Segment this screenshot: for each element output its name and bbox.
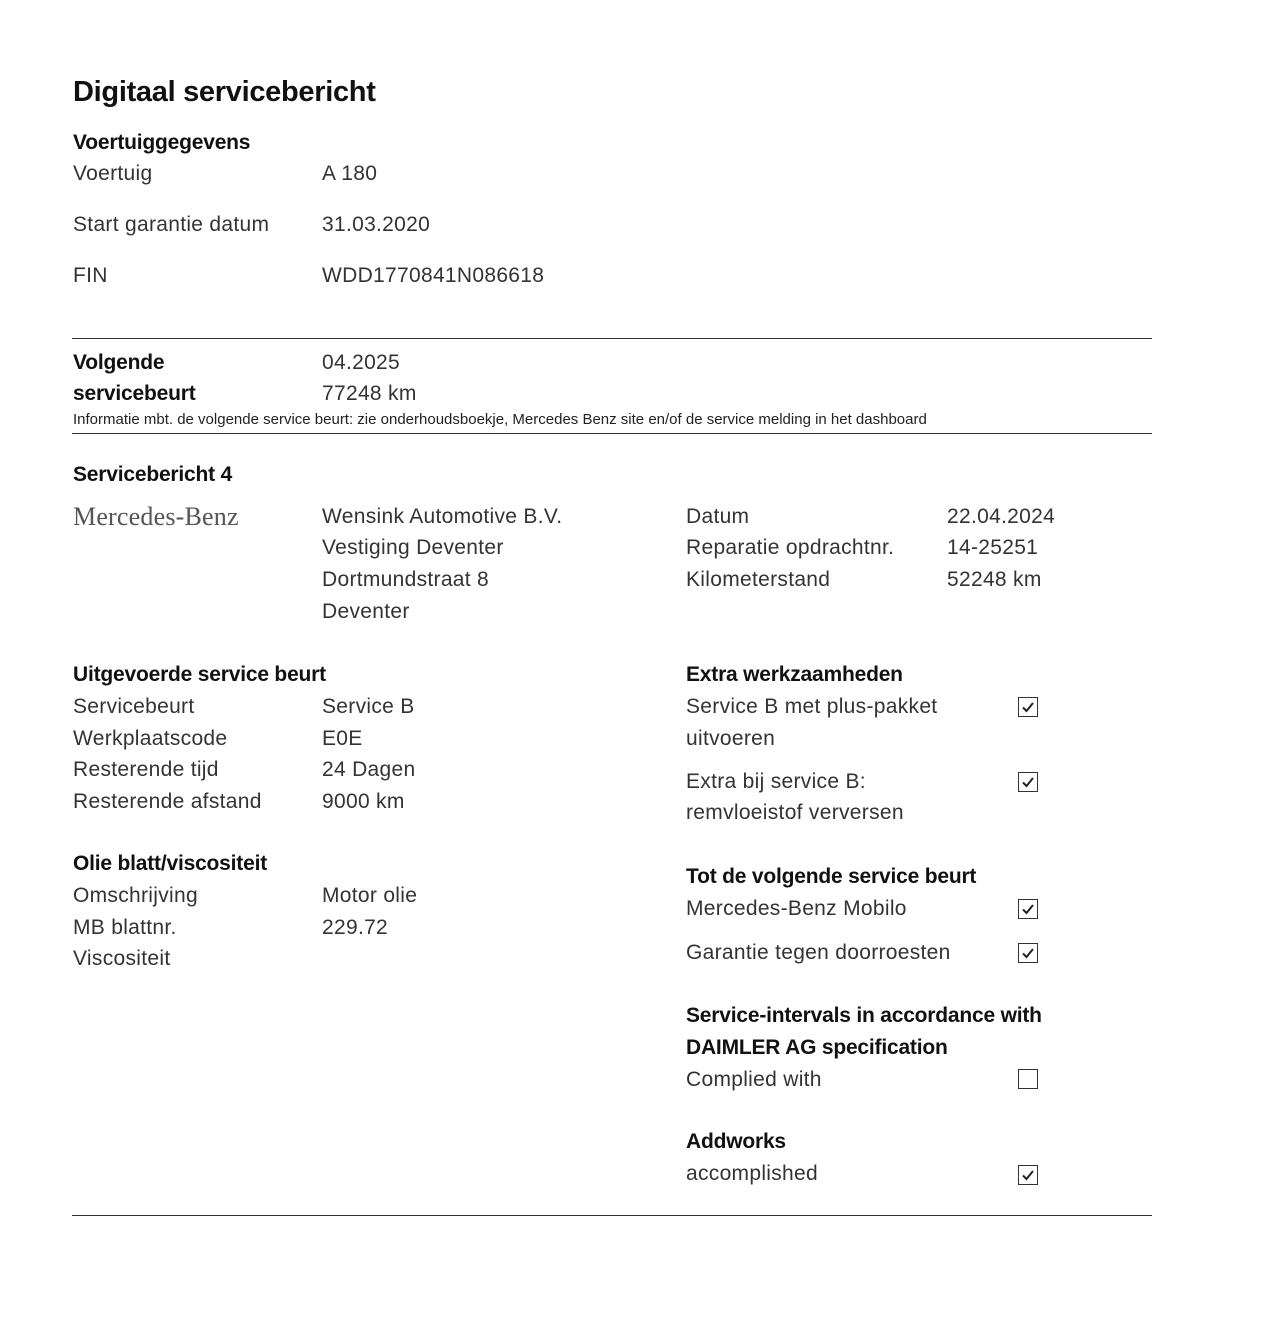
until-next-item-label: Garantie tegen doorroesten [686, 941, 951, 964]
performed-value: 24 Dagen [322, 758, 416, 781]
page-title: Digitaal servicebericht [73, 76, 376, 108]
mileage-label: Kilometerstand [686, 568, 831, 591]
oil-value: 229.72 [322, 916, 389, 939]
addworks-heading: Addworks [686, 1130, 786, 1153]
next-service-km: 77248 km [322, 382, 417, 405]
divider [72, 1215, 1152, 1216]
vehicle-value: A 180 [322, 162, 378, 185]
date-label: Datum [686, 505, 750, 528]
extra-work-item-line1: Service B met plus-pakket [686, 695, 938, 718]
performed-value: 9000 km [322, 790, 405, 813]
repair-order-value: 14-25251 [947, 536, 1039, 559]
dealer-name: Wensink Automotive B.V. [322, 505, 563, 528]
fin-value: WDD1770841N086618 [322, 264, 545, 287]
extra-work-item-line2: uitvoeren [686, 727, 776, 750]
service-report-heading: Servicebericht 4 [73, 463, 233, 486]
checkmark-icon [1020, 901, 1036, 917]
performed-label: Werkplaatscode [73, 727, 228, 750]
oil-heading: Olie blatt/viscositeit [73, 852, 267, 875]
repair-order-label: Reparatie opdrachtnr. [686, 536, 895, 559]
until-next-item-label: Mercedes-Benz Mobilo [686, 897, 907, 920]
oil-label: Omschrijving [73, 884, 198, 907]
next-service-heading-line2: servicebeurt [73, 382, 196, 405]
intervals-heading-line1: Service-intervals in accordance with [686, 1004, 1042, 1027]
oil-label: Viscositeit [73, 947, 171, 970]
intervals-item-label: Complied with [686, 1068, 822, 1091]
extra-work-item-line1: Extra bij service B: [686, 770, 866, 793]
mileage-value: 52248 km [947, 568, 1042, 591]
checkbox[interactable] [1018, 772, 1038, 792]
until-next-heading: Tot de volgende service beurt [686, 865, 977, 888]
checkbox[interactable] [1018, 899, 1038, 919]
dealer-city: Deventer [322, 600, 410, 623]
date-value: 22.04.2024 [947, 505, 1056, 528]
dealer-street: Dortmundstraat 8 [322, 568, 490, 591]
next-service-date: 04.2025 [322, 351, 401, 374]
divider [72, 433, 1152, 434]
performed-value: E0E [322, 727, 363, 750]
fin-label: FIN [73, 264, 108, 287]
warranty-start-value: 31.03.2020 [322, 213, 431, 236]
vehicle-label: Voertuig [73, 162, 153, 185]
checkmark-icon [1020, 1167, 1036, 1183]
vehicle-heading: Voertuiggegevens [73, 131, 251, 154]
checkmark-icon [1020, 699, 1036, 715]
checkmark-icon [1020, 945, 1036, 961]
warranty-start-label: Start garantie datum [73, 213, 270, 236]
oil-label: MB blattnr. [73, 916, 177, 939]
checkbox[interactable] [1018, 943, 1038, 963]
performed-heading: Uitgevoerde service beurt [73, 663, 326, 686]
checkbox[interactable] [1018, 697, 1038, 717]
performed-label: Resterende tijd [73, 758, 219, 781]
checkbox[interactable] [1018, 1069, 1038, 1089]
mercedes-benz-logo: Mercedes-Benz [73, 502, 239, 531]
intervals-heading-line2: DAIMLER AG specification [686, 1036, 948, 1059]
performed-value: Service B [322, 695, 415, 718]
addworks-item-label: accomplished [686, 1162, 818, 1185]
dealer-branch: Vestiging Deventer [322, 536, 504, 559]
divider [72, 338, 1152, 339]
checkbox[interactable] [1018, 1165, 1038, 1185]
extra-work-item-line2: remvloeistof verversen [686, 801, 904, 824]
performed-label: Servicebeurt [73, 695, 195, 718]
next-service-heading-line1: Volgende [73, 351, 165, 374]
extra-work-heading: Extra werkzaamheden [686, 663, 903, 686]
next-service-note: Informatie mbt. de volgende service beurt: zie onderhoudsboekje, Mercedes Benz site en/of de service melding in het dashboard [73, 411, 927, 428]
oil-value: Motor olie [322, 884, 418, 907]
checkmark-icon [1020, 774, 1036, 790]
performed-label: Resterende afstand [73, 790, 262, 813]
